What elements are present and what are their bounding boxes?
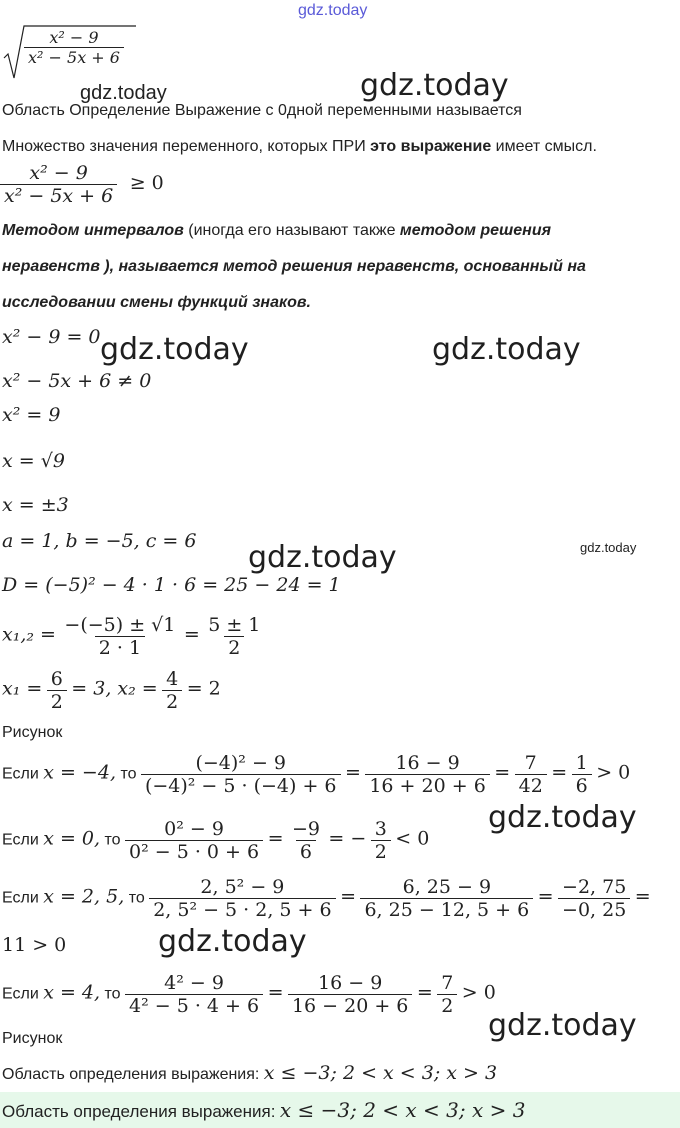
roots-values [2, 668, 221, 713]
watermark-2: gdz.today [80, 82, 167, 104]
check4-f1-den: 4² − 5 · 4 + 6 [125, 994, 263, 1017]
watermark-6: gdz.today [488, 800, 637, 835]
ineq-denominator: x² − 5x + 6 [0, 184, 117, 207]
method-aside: (иногда его называют также [183, 222, 400, 239]
check2-then: то [104, 831, 121, 849]
roots-numerator: −(−5) ± √1 [64, 614, 176, 636]
check2-f1-den: 0² − 5 · 0 + 6 [125, 840, 263, 863]
check4-f2-den: 16 − 20 + 6 [288, 994, 412, 1017]
inequality [0, 162, 164, 207]
ineq-numerator: x² − 9 [29, 162, 88, 184]
check3-x: x = 2, 5, [43, 885, 125, 908]
answer2-value: x ≤ −3; 2 < x < 3; x > 3 [279, 1098, 526, 1122]
check-2: Если x = 0, то $\frac{\text{0² − 9}}{\text{0² − 5 · 0 + 6}}$ = $\frac{-9}{6}$ = − $\frac{3}{2}$ < 0 [2, 818, 430, 863]
check1-f2-den: 16 + 20 + 6 [365, 774, 489, 797]
check4-then: то [104, 985, 121, 1003]
check1-if: Если [2, 765, 39, 783]
method-line-1 [2, 222, 551, 240]
check3-continuation: 11 > 0 [2, 934, 67, 956]
check2-f3-den: 2 [371, 840, 391, 863]
watermark-8: gdz.today [488, 1008, 637, 1043]
definition-line-1: Область Определение Выражение с 0дной переменными называется [2, 102, 522, 119]
check3-f1-den: 2, 5² − 5 · 2, 5 + 6 [149, 898, 335, 921]
roots-equals: = [183, 623, 200, 646]
check1-f4-den: 6 [572, 774, 592, 797]
roots2-numerator: 5 ± 1 [208, 614, 261, 636]
equation-6: a = 1, b = −5, c = 6 [2, 530, 197, 552]
watermark-small: gdz.today [580, 540, 637, 555]
check2-x: x = 0, [43, 827, 101, 850]
check1-f3-den: 42 [515, 774, 547, 797]
check-4: Если x = 4, то $\frac{\text{4² − 9}}{\text{4² − 5 · 4 + 6}}$ = $\frac{16 - 9}{16 - 20 + 6}$ = $\frac{7}{2}$ > 0 [2, 972, 496, 1017]
definition-text: Множество значения переменного, которых ПРИ [2, 138, 371, 155]
x1-denominator: 2 [47, 690, 67, 713]
check2-f1-num: 0² − 9 [164, 818, 224, 840]
check1-then: то [120, 765, 137, 783]
roots2-denominator: 2 [224, 636, 244, 659]
definition-end: имеет смысл. [491, 138, 597, 155]
definition-bold: это выражение [370, 138, 492, 155]
equation-7: D = (−5)² − 4 · 1 · 6 = 25 − 24 = 1 [2, 574, 341, 596]
method-line-2 [2, 258, 586, 276]
equation-4: x = √9 [2, 450, 65, 472]
x2-end: = 2 [186, 677, 221, 700]
method-term: Методом интервалов [2, 222, 184, 239]
roots-formula [2, 614, 264, 659]
x2-denominator: 2 [162, 690, 182, 713]
watermark-1: gdz.today [360, 68, 509, 103]
check4-f3-den: 2 [437, 994, 457, 1017]
x2-numerator: 4 [166, 668, 179, 690]
header-numerator: x² − 9 [49, 28, 99, 47]
check4-f2-num: 16 − 9 [318, 972, 383, 994]
check1-f2-num: 16 − 9 [395, 752, 460, 774]
check2-f3-num: 3 [374, 818, 387, 840]
check2-end: < 0 [395, 827, 430, 850]
check1-f4-num: 1 [575, 752, 588, 774]
check4-f3-num: 7 [441, 972, 454, 994]
check3-if: Если [2, 889, 39, 907]
x1-numerator: 6 [50, 668, 63, 690]
x1-middle: = 3, x₂ = [71, 677, 158, 700]
equation-1: x² − 9 = 0 [2, 326, 101, 348]
answer-2 [2, 1098, 525, 1122]
answer-1 [2, 1062, 497, 1084]
check3-f1-num: 2, 5² − 9 [200, 876, 285, 898]
method-term-2: методом решения [399, 222, 552, 239]
check1-x: x = −4, [43, 761, 116, 784]
header-denominator: x² − 5x + 6 [24, 47, 124, 67]
check2-f2-num: −9 [291, 818, 320, 840]
watermark-top: gdz.today [298, 2, 368, 19]
figure-label-1: Рисунок [2, 724, 63, 741]
method-line-3 [2, 294, 311, 312]
answer1-label: Область определения выражения: [2, 1066, 260, 1083]
watermark-3: gdz.today [100, 332, 249, 367]
roots-lhs: x₁,₂ = [2, 623, 56, 646]
check2-f2-den: 6 [296, 840, 316, 863]
check1-f1-num: (−4)² − 9 [195, 752, 286, 774]
check1-end: > 0 [596, 761, 631, 784]
check2-mid: = − [328, 827, 367, 850]
method-text-2: неравенств ), называется метод решения неравенств, основанный на [2, 258, 586, 275]
check3-f2-den: 6, 25 − 12, 5 + 6 [360, 898, 533, 921]
watermark-7: gdz.today [158, 924, 307, 959]
check1-f3-num: 7 [524, 752, 537, 774]
check3-then: то [128, 889, 145, 907]
check4-f1-num: 4² − 9 [164, 972, 224, 994]
answer2-label: Область определения выражения: [2, 1102, 276, 1121]
equation-3: x² = 9 [2, 404, 61, 426]
watermark-5: gdz.today [248, 540, 397, 575]
roots-denominator: 2 · 1 [95, 636, 145, 659]
watermark-4: gdz.today [432, 332, 581, 367]
check3-f3-num: −2, 75 [562, 876, 627, 898]
check1-f1-den: (−4)² − 5 · (−4) + 6 [141, 774, 341, 797]
check-3: Если x = 2, 5, то $\frac{\text{2, 5² − 9}}{\text{2, 5² − 5 · 2, 5 + 6}}$ = $\frac{6, 25 - 9}{6, 25 - 12, 5 + 6}$ = $\frac{-2, 75}{-0, 25}$ = [2, 876, 651, 921]
figure-label-2: Рисунок [2, 1030, 63, 1047]
check4-x: x = 4, [43, 981, 101, 1004]
check2-if: Если [2, 831, 39, 849]
check3-f3-den: −0, 25 [558, 898, 630, 921]
check3-f2-num: 6, 25 − 9 [402, 876, 492, 898]
check4-if: Если [2, 985, 39, 1003]
answer1-value: x ≤ −3; 2 < x < 3; x > 3 [263, 1062, 498, 1084]
method-text-3: исследовании смены функций знаков. [2, 294, 311, 311]
equation-2: x² − 5x + 6 ≠ 0 [2, 370, 152, 392]
check-1: Если x = −4, то $\frac{\text{(−4)² − 9}}{\text{(−4)² − 5 · (−4) + 6}}$ = $\frac{16 - 9}{16 + 20 + 6}$ = $\frac{7}{42}$ = $\frac{1}{6}$ > 0 [2, 752, 631, 797]
ineq-relation: ≥ 0 [129, 171, 164, 194]
x1-lhs: x₁ = [2, 677, 43, 700]
check4-end: > 0 [461, 981, 496, 1004]
equation-5: x = ±3 [2, 494, 69, 516]
definition-line-2 [2, 138, 597, 156]
